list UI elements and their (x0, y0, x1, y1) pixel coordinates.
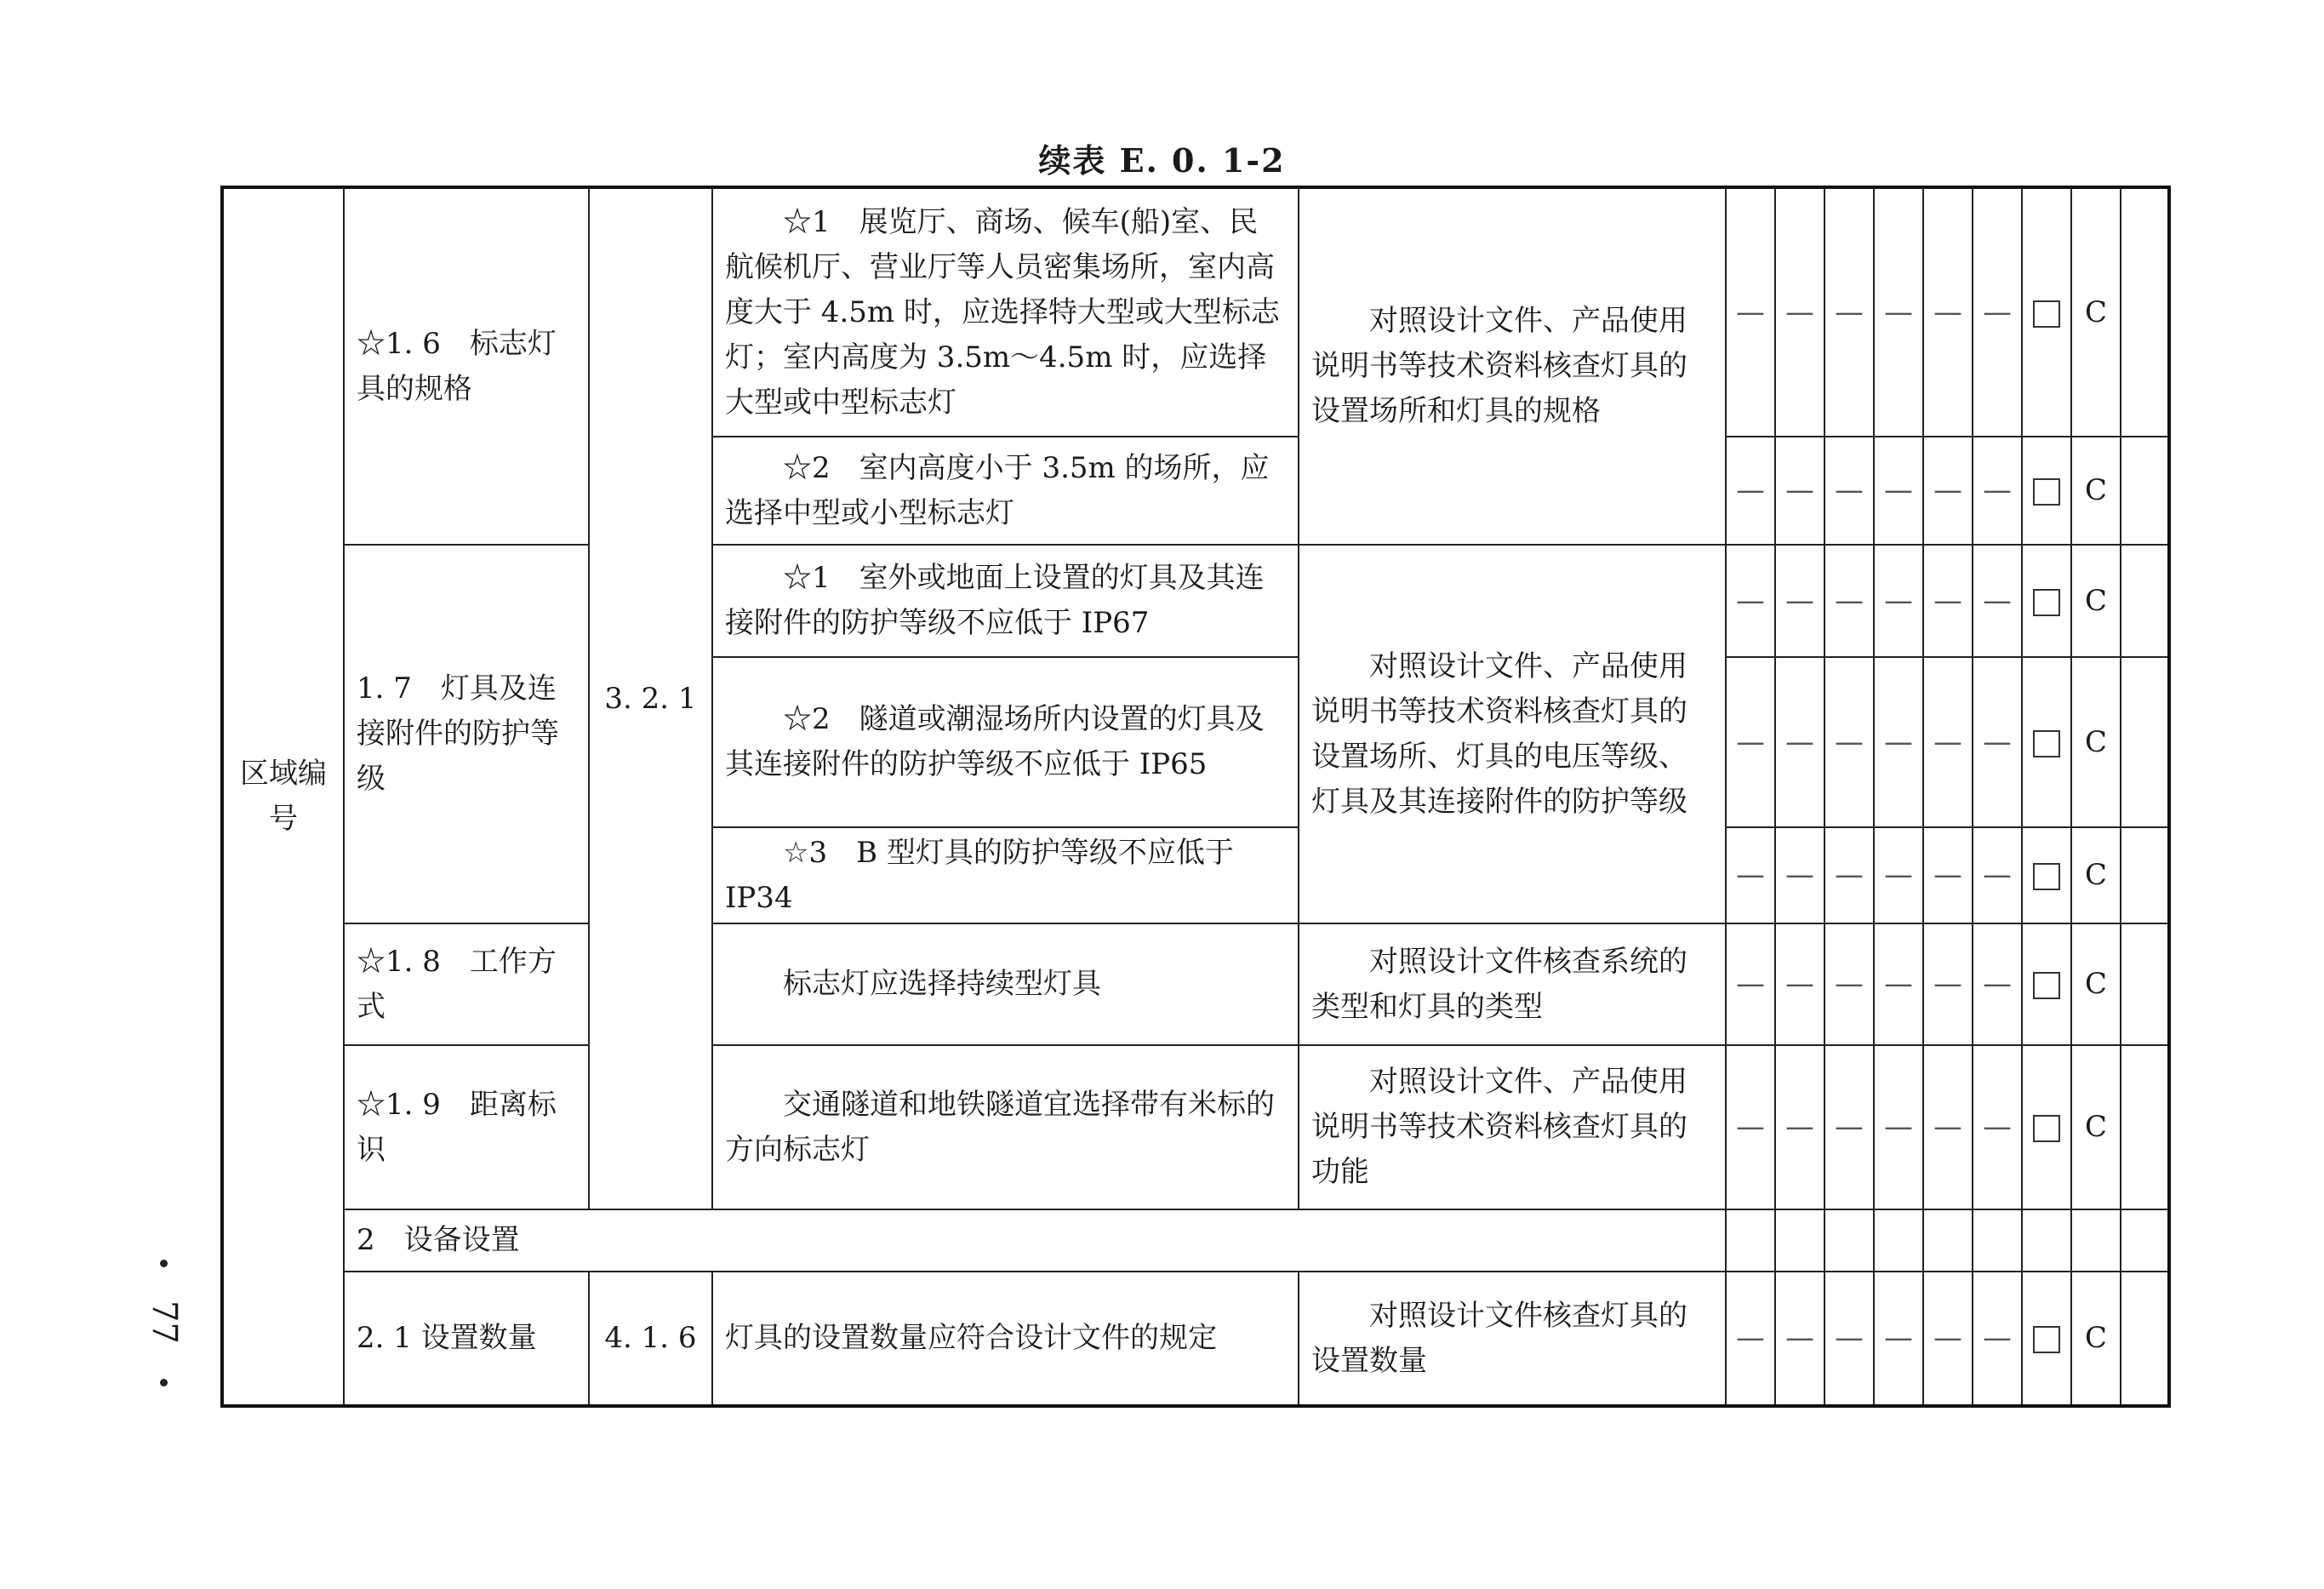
result-dash: — (1775, 437, 1824, 545)
result-dash: — (1824, 657, 1874, 827)
table-row (222, 1272, 2169, 1406)
checkbox[interactable] (2022, 437, 2071, 545)
item-cell: ☆1. 9 距离标识 (344, 1045, 589, 1209)
result-dash: — (1824, 923, 1874, 1045)
item-cell: ☆1. 8 工作方式 (344, 923, 589, 1045)
section-heading: 2 设备设置 (344, 1209, 1726, 1272)
result-dash: — (1726, 1272, 1775, 1406)
method-cell: 对照设计文件、产品使用说明书等技术资料核查灯具的功能 (1299, 1045, 1726, 1209)
requirement-cell: ☆2 室内高度小于 3.5m 的场所，应选择中型或小型标志灯 (712, 437, 1299, 545)
requirement-cell: ☆2 隧道或潮湿场所内设置的灯具及其连接附件的防护等级不应低于 IP65 (712, 657, 1299, 827)
clause-cell: 4. 1. 6 (589, 1272, 712, 1406)
result-dash: — (1726, 545, 1775, 657)
result-dash: — (1726, 923, 1775, 1045)
method-cell: 对照设计文件核查系统的类型和灯具的类型 (1299, 923, 1726, 1045)
remark-cell (2121, 545, 2169, 657)
checkbox[interactable] (2022, 545, 2071, 657)
remark-cell (2121, 1272, 2169, 1406)
result-empty (1973, 1209, 2022, 1272)
table-row (222, 1045, 2169, 1209)
result-dash: — (1874, 657, 1923, 827)
result-empty (1824, 1209, 1874, 1272)
result-dash: — (1726, 657, 1775, 827)
result-dash: — (1973, 923, 2022, 1045)
result-dash: — (1874, 545, 1923, 657)
table-row (222, 187, 2169, 437)
checkbox[interactable] (2022, 1045, 2071, 1209)
result-empty (1874, 1209, 1923, 1272)
result-dash: — (1973, 1272, 2022, 1406)
result-dash: — (1923, 545, 1973, 657)
result-dash: — (1726, 1045, 1775, 1209)
remark-cell (2121, 1209, 2169, 1272)
method-cell: 对照设计文件、产品使用说明书等技术资料核查灯具的设置场所、灯具的电压等级、灯具及其连接附件的防护等级 (1299, 545, 1726, 923)
checkbox[interactable] (2022, 1272, 2071, 1406)
method-cell: 对照设计文件核查灯具的设置数量 (1299, 1272, 1726, 1406)
result-empty (2022, 1209, 2071, 1272)
result-dash: — (1775, 923, 1824, 1045)
result-dash: — (1874, 827, 1923, 923)
requirement-cell: 灯具的设置数量应符合设计文件的规定 (712, 1272, 1299, 1406)
grade-cell: C (2071, 827, 2121, 923)
remark-cell (2121, 827, 2169, 923)
area-label-cell: 区域编号 (222, 187, 344, 1406)
remark-cell (2121, 657, 2169, 827)
checkbox[interactable] (2022, 187, 2071, 437)
grade-cell: C (2071, 437, 2121, 545)
result-dash: — (1923, 923, 1973, 1045)
result-dash: — (1874, 923, 1923, 1045)
result-dash: — (1775, 1045, 1824, 1209)
grade-cell: C (2071, 187, 2121, 437)
result-dash: — (1973, 545, 2022, 657)
result-dash: — (1824, 545, 1874, 657)
result-dash: — (1824, 827, 1874, 923)
result-dash: — (1973, 827, 2022, 923)
result-dash: — (1874, 1272, 1923, 1406)
checkbox[interactable] (2022, 923, 2071, 1045)
page-number-text: 77 (145, 1300, 184, 1344)
result-dash: — (1775, 187, 1824, 437)
result-dash: — (1726, 437, 1775, 545)
result-dash: — (1874, 187, 1923, 437)
result-dash: — (1923, 657, 1973, 827)
item-cell: 2. 1 设置数量 (344, 1272, 589, 1406)
table-row (222, 1209, 2169, 1272)
result-dash: — (1824, 1045, 1874, 1209)
result-empty (1923, 1209, 1973, 1272)
remark-cell (2121, 923, 2169, 1045)
grade-cell: C (2071, 545, 2121, 657)
result-dash: — (1923, 1272, 1973, 1406)
checkbox[interactable] (2022, 827, 2071, 923)
result-dash: — (1824, 187, 1874, 437)
result-empty (1775, 1209, 1824, 1272)
result-dash: — (1923, 1045, 1973, 1209)
table-row (222, 923, 2169, 1045)
result-dash: — (1775, 657, 1824, 827)
result-dash: — (1973, 1045, 2022, 1209)
page-dot-bottom (160, 1379, 168, 1386)
grade-cell: C (2071, 1272, 2121, 1406)
item-cell: ☆1. 6 标志灯具的规格 (344, 187, 589, 545)
result-dash: — (1973, 187, 2022, 437)
result-empty (1726, 1209, 1775, 1272)
remark-cell (2121, 437, 2169, 545)
result-dash: — (1824, 437, 1874, 545)
result-dash: — (1923, 187, 1973, 437)
result-dash: — (1923, 827, 1973, 923)
result-dash: — (1973, 437, 2022, 545)
result-dash: — (1775, 545, 1824, 657)
remark-cell (2121, 187, 2169, 437)
result-dash: — (1726, 827, 1775, 923)
result-dash: — (1726, 187, 1775, 437)
grade-cell: C (2071, 1045, 2121, 1209)
grade-cell: C (2071, 657, 2121, 827)
checkbox[interactable] (2022, 657, 2071, 827)
requirement-cell: ☆1 展览厅、商场、候车(船)室、民航候机厅、营业厅等人员密集场所，室内高度大于 4.5m 时，应选择特大型或大型标志灯；室内高度为 3.5m～4.5m 时，应选择大型或中型标志灯 (712, 187, 1299, 437)
table-title: 续表 E. 0. 1-2 (1038, 141, 1286, 180)
result-dash: — (1824, 1272, 1874, 1406)
result-dash: — (1874, 437, 1923, 545)
result-dash: — (1775, 1272, 1824, 1406)
remark-cell (2121, 1045, 2169, 1209)
inspection-table (220, 186, 2171, 1408)
item-cell: 1. 7 灯具及连接附件的防护等级 (344, 545, 589, 923)
requirement-cell: 交通隧道和地铁隧道宜选择带有米标的方向标志灯 (712, 1045, 1299, 1209)
grade-cell: C (2071, 923, 2121, 1045)
clause-cell: 3. 2. 1 (589, 187, 712, 1209)
result-dash: — (1874, 1045, 1923, 1209)
page-dot-top (160, 1260, 168, 1267)
requirement-cell: ☆3 B 型灯具的防护等级不应低于 IP34 (712, 827, 1299, 923)
method-cell: 对照设计文件、产品使用说明书等技术资料核查灯具的设置场所和灯具的规格 (1299, 187, 1726, 545)
requirement-cell: ☆1 室外或地面上设置的灯具及其连接附件的防护等级不应低于 IP67 (712, 545, 1299, 657)
result-dash: — (1973, 657, 2022, 827)
page-number (145, 1260, 184, 1387)
requirement-cell: 标志灯应选择持续型灯具 (712, 923, 1299, 1045)
result-dash: — (1775, 827, 1824, 923)
result-empty (2071, 1209, 2121, 1272)
result-dash: — (1923, 437, 1973, 545)
table-row (222, 545, 2169, 657)
